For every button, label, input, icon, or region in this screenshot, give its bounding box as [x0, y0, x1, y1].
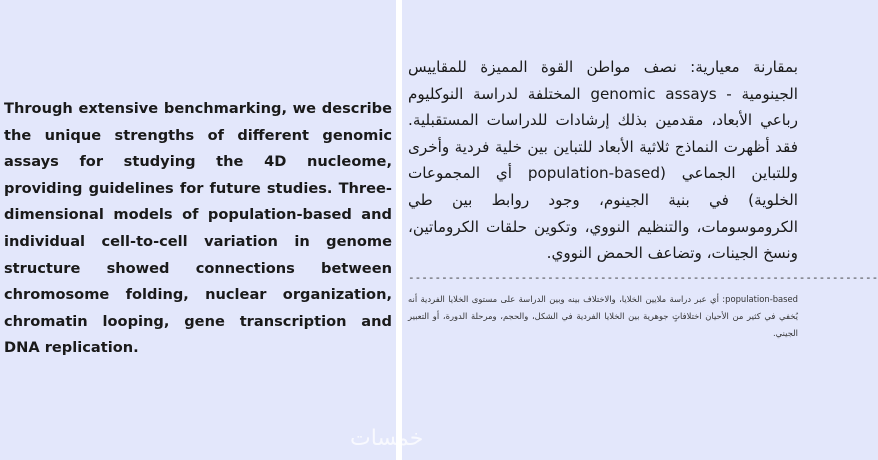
- arabic-column: [408, 54, 878, 342]
- footnote-separator: -----------------------------------------------------------------------: [408, 270, 878, 284]
- column-divider: [396, 0, 402, 460]
- english-paragraph: Through extensive benchmarking, we describe the unique strengths of different genomic assays for studying the 4D nucleome, providing guidelines for future studies. Three-dimensional models of population-based and individual cell-to-cell variation in genome structure showed connections between chromosome folding, nuclear organization, chromatin looping, gene transcription and DNA replication.: [4, 100, 392, 357]
- footnote-text: population-based: أي عبر دراسة ملايين الخلايا، والاختلاف بينه وبين الدراسة على مستوى الخلايا الفردية أنه يُخفي في كثير من الأحيان اختلافاتٍ جوهرية بين الخلايا الفردية في الشكل، والحجم، ومرحلة الدورة، أو التعبير الجيني.: [408, 293, 798, 338]
- arabic-paragraph: بمقارنة معيارية: نصف مواطن القوة المميزة للمقاييس الجينومية - genomic assays المختلفة لدراسة النوكليوم رباعي الأبعاد، مقدمين بذلك إرشادات للدراسات المستقبلية. فقد أظهرت النماذج ثلاثية الأبعاد للتباين بين خلية فردية وأخرى وللتباين الجماعي (population-based أي المجموعات الخلوية) في بنية الجينوم، وجود روابط بين طي الكروموسومات، والتنظيم النووي، وتكوين حلقات الكروماتين، ونسخ الجينات، وتضاعف الحمض النووي.: [408, 58, 798, 263]
- watermark-logo: خمسات: [350, 426, 424, 451]
